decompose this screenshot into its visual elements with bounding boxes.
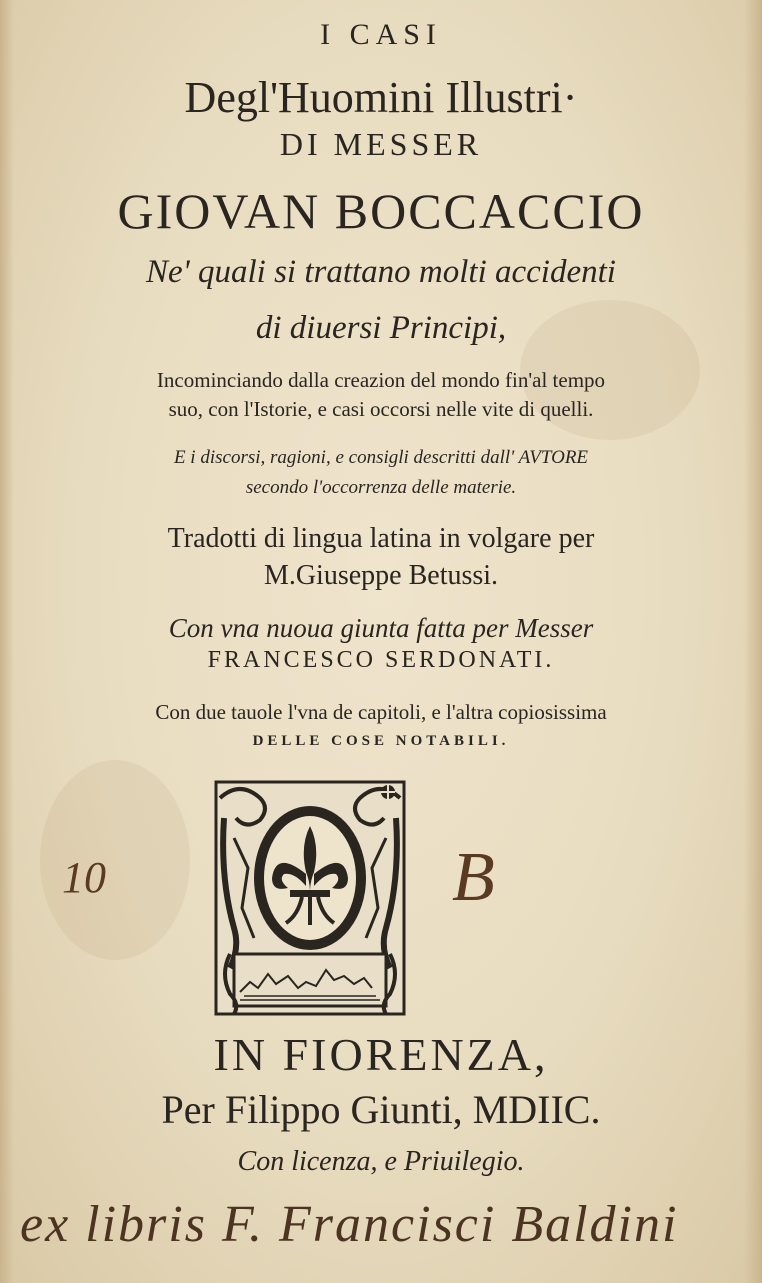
imprint-city: IN FIORENZA, — [213, 1029, 549, 1080]
addition-line: Con vna nuoua giunta fatta per Messer — [168, 613, 594, 643]
subtitle-line-1: Ne' quali si trattano molti accidenti — [146, 254, 616, 290]
title-line-casi: I CASI — [320, 18, 442, 51]
description-line-2: suo, con l'Istorie, e casi occorsi nelle vite di quelli. — [168, 397, 594, 421]
discourse-line-1: E i discorsi, ragioni, e consigli descritti dall' AVTORE — [173, 447, 589, 468]
translator-name: M.Giuseppe Betussi. — [263, 560, 499, 591]
description-line-1: Incominciando dalla creazion del mondo fin'al tempo — [156, 368, 606, 392]
author-name: GIOVAN BOCCACCIO — [117, 183, 645, 239]
tables-line-2: DELLE COSE NOTABILI. — [252, 733, 510, 749]
discourse-line-2: secondo l'occorrenza delle materie. — [245, 477, 517, 498]
title-line-messer: DI MESSER — [279, 126, 483, 162]
shelfmark-left: 10 — [62, 853, 106, 902]
imprint-printer: Per Filippo Giunti, MDIIC. — [161, 1087, 601, 1132]
tables-line-1: Con due tauole l'vna de capitoli, e l'altra copiosissima — [155, 700, 607, 724]
shelfmark-right: B — [452, 839, 495, 916]
addition-author: FRANCESCO SERDONATI. — [207, 647, 555, 673]
printers-device-fleur-de-lis-icon — [210, 778, 410, 1018]
title-line-huomini: Degl'Huomini Illustri· — [184, 73, 578, 122]
imprint-license: Con licenza, e Priuilegio. — [237, 1146, 525, 1177]
subtitle-line-2: di diuersi Principi, — [255, 310, 507, 346]
translation-line-1: Tradotti di lingua latina in volgare per — [167, 523, 595, 554]
ownership-inscription: ex libris F. Francisci Baldini — [20, 1196, 679, 1253]
